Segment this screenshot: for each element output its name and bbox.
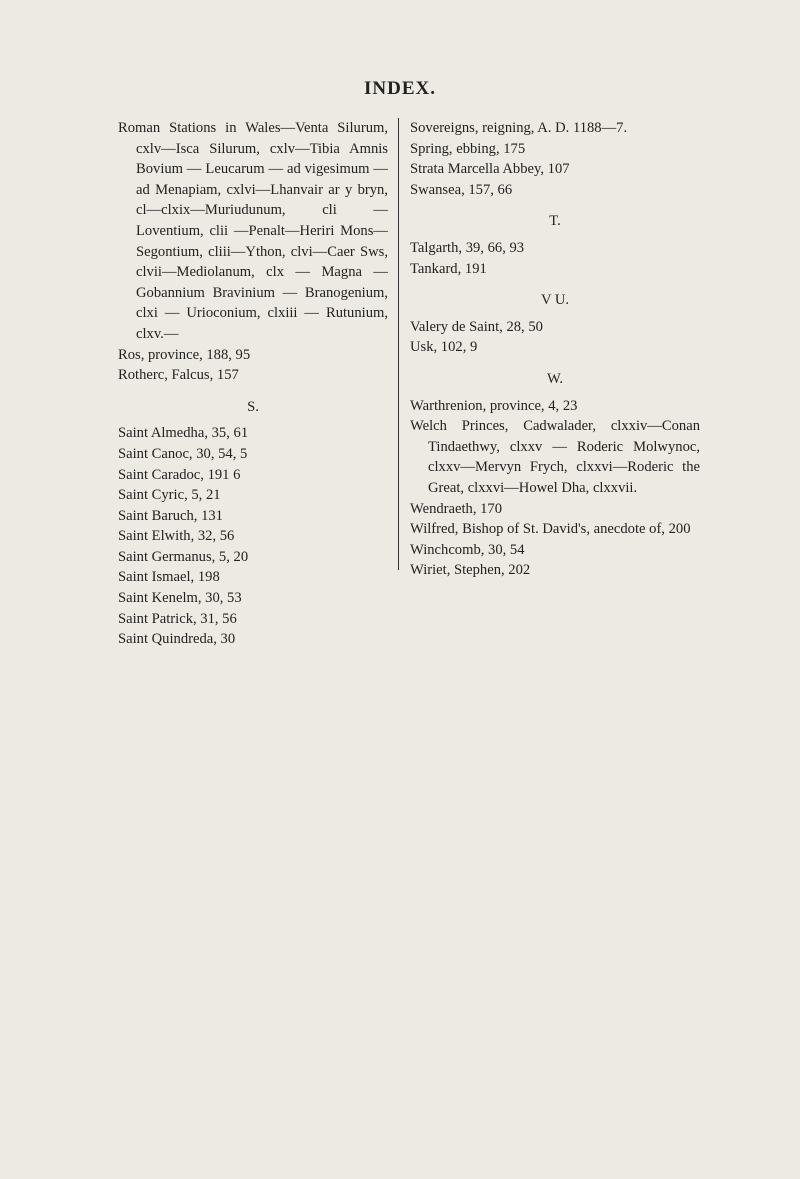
index-entry: Wiriet, Stephen, 202 — [410, 562, 531, 579]
section-letter-s: S. — [247, 398, 259, 415]
section-letter-w: W. — [546, 370, 564, 387]
index-entry: Rotherc, Falcus, 157 — [118, 367, 239, 384]
index-entry: Welch Princes, Cadwalader, clxxiv—Conan Tindaethwy, clxxv — Roderic Molwynoc, clxxv—Mervyn Frych, clxxvi—Roderic the Great, clxxvi—Howel Dha, clxxvii. — [410, 418, 700, 496]
index-entry: Wilfred, Bishop of St. David's, anecdote of, 200 — [410, 521, 691, 538]
index-entry: Winchcomb, 30, 54 — [410, 541, 525, 558]
section-letter-vu: V U. — [540, 292, 570, 309]
index-entry: Valery de Saint, 28, 50 — [410, 318, 543, 335]
index-entry: Saint Ismael, 198 — [118, 569, 220, 586]
index-entry: Saint Caradoc, 191 6 — [118, 466, 241, 483]
index-entry: Talgarth, 39, 66, 93 — [410, 239, 525, 256]
index-entry: Spring, ebbing, 175 — [410, 140, 526, 157]
index-entry: Saint Patrick, 31, 56 — [118, 610, 237, 627]
index-entry: Saint Kenelm, 30, 53 — [118, 590, 242, 607]
index-entry: Saint Cyric, 5, 21 — [118, 487, 221, 504]
section-letter-t: T. — [549, 213, 561, 230]
left-column — [118, 118, 388, 650]
index-entry: Saint Germanus, 5, 20 — [118, 548, 249, 565]
index-entry: Swansea, 157, 66 — [410, 181, 513, 198]
index-entry: Strata Marcella Abbey, 107 — [410, 161, 570, 178]
index-entry: Saint Baruch, 131 — [118, 507, 223, 524]
index-entry: Warthrenion, province, 4, 23 — [410, 397, 578, 414]
column-divider — [398, 118, 399, 570]
index-entry: Wendraeth, 170 — [410, 500, 503, 517]
index-entry: Tankard, 191 — [410, 260, 487, 277]
index-entry: Roman Stations in Wales—Venta Silurum, cxlv—Isca Silurum, cxlv—Tibia Amnis Bovium — Leucarum — ad vigesimum — ad Menapiam, cxlvi—Lhanvair ar y bryn, cl—clxix—Muriudunum, cli — Loventium, clii —Penalt—Heriri Mons—Segontium, cliii—Ython, clvi—Caer Sws, clvii—Mediolanum, clx — Magna — Gobannium Bravinium — Branogenium, clxi — Urioconium, clxiii — Rutunium, clxv.— — [118, 120, 388, 342]
index-entry: Saint Quindreda, 30 — [118, 631, 236, 648]
index-entry: Saint Elwith, 32, 56 — [118, 528, 235, 545]
page-title: INDEX. — [364, 78, 436, 99]
index-entry: Saint Almedha, 35, 61 — [118, 425, 249, 442]
index-entry: Usk, 102, 9 — [410, 339, 478, 356]
index-entry: Ros, province, 188, 95 — [118, 346, 251, 363]
index-entry: Saint Canoc, 30, 54, 5 — [118, 445, 248, 462]
right-column — [410, 118, 700, 581]
index-entry: Sovereigns, reigning, A. D. 1188—7. — [410, 120, 628, 136]
